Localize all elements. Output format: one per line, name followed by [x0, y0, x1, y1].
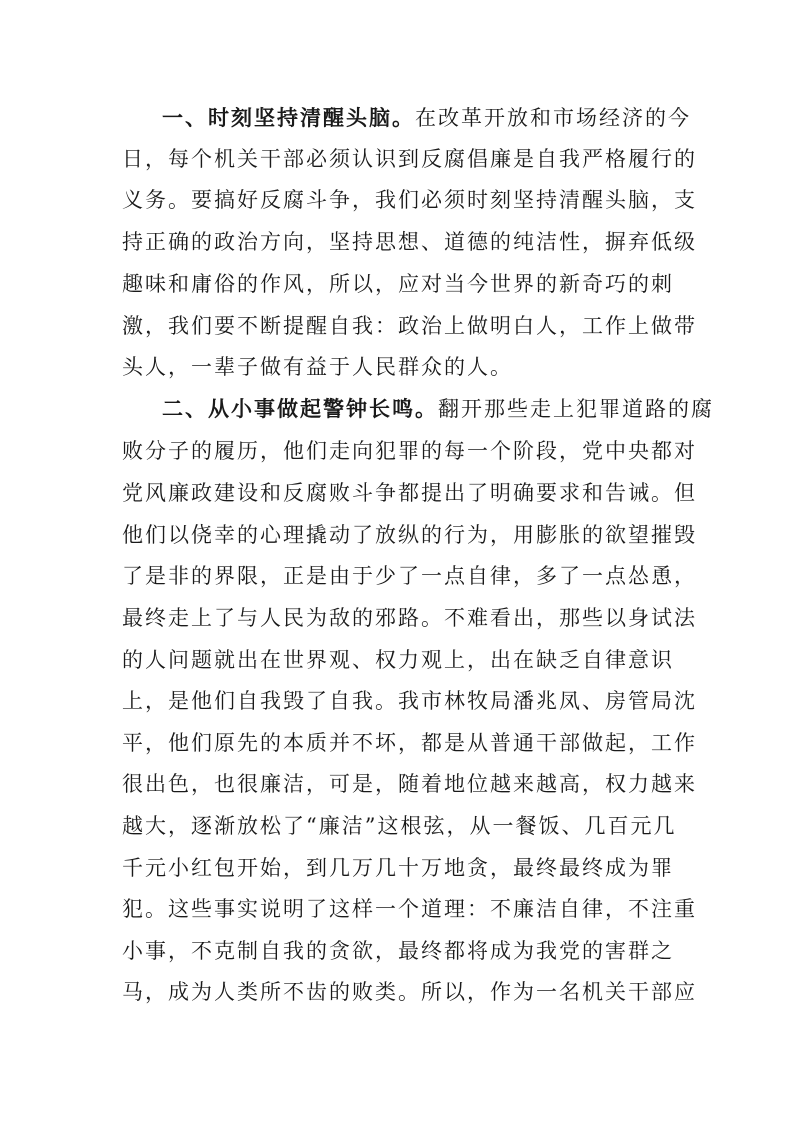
paragraph-2-line-14: 小事，不克制自我的贪欲，最终都将成为我党的害群之 [122, 939, 674, 963]
paragraph-2-line-1 [162, 397, 714, 421]
paragraph-2-line-5: 了是非的界限，正是由于少了一点自律，多了一点怂恿， [122, 564, 697, 588]
paragraph-1-line-3: 义务。要搞好反腐斗争，我们必须时刻坚持清醒头脑，支 [122, 188, 697, 212]
paragraph-2-text: 翻开那些走上犯罪道路的腐 [438, 397, 714, 421]
paragraph-2-line-6: 最终走上了与人民为敌的邪路。不难看出，那些以身试法 [122, 606, 697, 630]
paragraph-1-line-5: 趣味和庸俗的作风，所以，应对当今世界的新奇巧的刺 [122, 272, 674, 296]
paragraph-2-line-4: 他们以侥幸的心理撬动了放纵的行为，用膨胀的欲望摧毁 [122, 523, 697, 547]
paragraph-1-line-2: 日，每个机关干部必须认识到反腐倡廉是自我严格履行的 [122, 147, 697, 171]
paragraph-2-line-7: 的人问题就出在世界观、权力观上，出在缺乏自律意识 [122, 648, 674, 672]
paragraph-2-line-10: 很出色，也很廉洁，可是，随着地位越来越高，权力越来 [122, 772, 697, 796]
paragraph-1-line-4: 持正确的政治方向，坚持思想、道德的纯洁性，摒弃低级 [122, 230, 697, 254]
paragraph-2-line-9: 平，他们原先的本质并不坏，都是从普通干部做起，工作 [122, 731, 697, 755]
paragraph-2-line-15: 马，成为人类所不齿的败类。所以，作为一名机关干部应 [122, 980, 697, 1004]
paragraph-2-line-13: 犯。这些事实说明了这样一个道理：不廉洁自律，不注重 [122, 897, 697, 921]
paragraph-1-heading: 一、时刻坚持清醒头脑。 [162, 105, 415, 130]
paragraph-1-line-1 [162, 106, 691, 130]
paragraph-2-line-2: 败分子的履历，他们走向犯罪的每一个阶段，党中央都对 [122, 439, 697, 463]
paragraph-1-line-6: 激，我们要不断提醒自我：政治上做明白人，工作上做带 [122, 314, 697, 338]
paragraph-1-text: 在改革开放和市场经济的今 [415, 106, 691, 130]
paragraph-1-line-7: 头人，一辈子做有益于人民群众的人。 [122, 355, 513, 379]
paragraph-2-line-12: 千元小红包开始，到几万几十万地贪，最终最终成为罪 [122, 856, 674, 880]
paragraph-2-heading: 二、从小事做起警钟长鸣。 [162, 396, 438, 421]
paragraph-2-line-8: 上，是他们自我毁了自我。我市林牧局潘兆凤、房管局沈 [122, 689, 697, 713]
paragraph-2-line-11: 越大，逐渐放松了“廉洁”这根弦，从一餐饭、几百元几 [122, 814, 677, 838]
paragraph-2-line-3: 党风廉政建设和反腐败斗争都提出了明确要求和告诫。但 [122, 481, 697, 505]
